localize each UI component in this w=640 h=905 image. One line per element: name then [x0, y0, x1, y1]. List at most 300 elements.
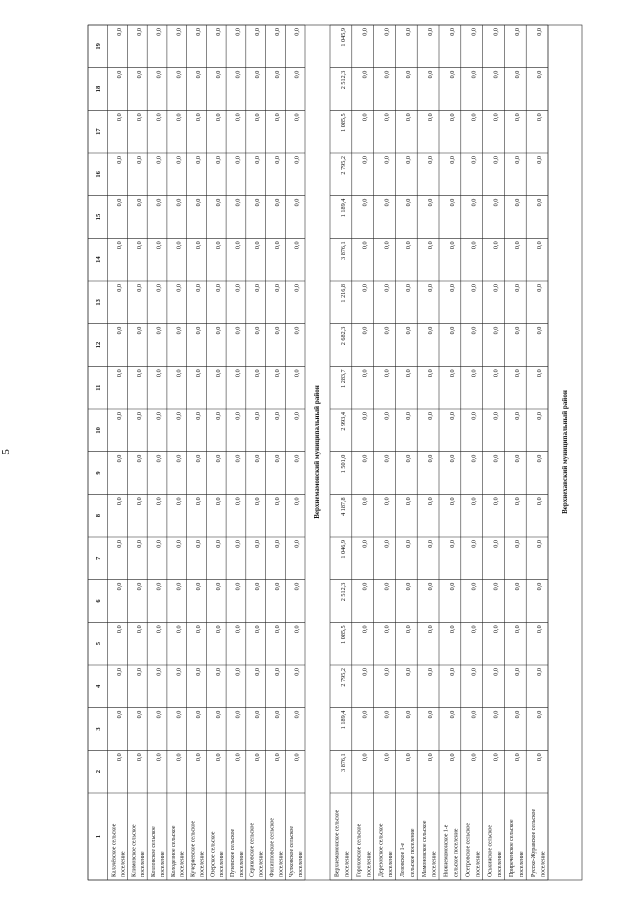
- section-a-cell: 0,0: [293, 156, 301, 164]
- section-a-cell: 0,0: [214, 113, 222, 122]
- section-a-cell: 0,0: [273, 70, 281, 79]
- section-a-cell: 0,0: [214, 326, 222, 335]
- section-b-cell: 0,0: [383, 497, 391, 506]
- section-b-row-label: Приреченское сельское: [509, 819, 516, 877]
- section-title-verkhnekhavsky: Верхнехавский муниципальный район: [561, 390, 569, 514]
- section-b-cell: 0,0: [383, 625, 391, 634]
- section-b-cell: 0,0: [405, 113, 413, 122]
- section-b-cell: 0,0: [514, 156, 522, 164]
- section-b-cell: 0,0: [536, 284, 544, 292]
- section-a-cell: 0,0: [135, 454, 143, 463]
- section-b-cell: 1 045,9: [339, 28, 347, 47]
- section-a-cell: 0,0: [195, 156, 203, 164]
- section-a-cell: 0,0: [195, 454, 203, 463]
- section-a-cell: 0,0: [195, 753, 203, 762]
- section-b-row-label: поселение: [540, 851, 547, 877]
- section-a-row-label: поселение: [278, 851, 285, 877]
- section-b-cell: 0,0: [492, 326, 500, 335]
- section-a-cell: 0,0: [254, 497, 262, 506]
- section-a-row-label: поселение: [219, 851, 226, 877]
- section-b-cell: 1 085,5: [339, 625, 347, 644]
- section-a-cell: 0,0: [116, 497, 124, 506]
- section-a-cell: 0,0: [273, 668, 281, 676]
- section-b-row-label: поселение: [431, 851, 438, 877]
- section-b-cell: 0,0: [405, 710, 413, 719]
- section-b-cell: 0,0: [361, 113, 369, 122]
- column-header-9: 9: [94, 471, 102, 475]
- section-a-cell: 0,0: [254, 753, 262, 762]
- section-b-row-label: Оськинское сельское: [487, 825, 494, 877]
- column-header-17: 17: [94, 128, 102, 135]
- section-a-cell: 0,0: [293, 326, 301, 335]
- section-a-cell: 0,0: [254, 326, 262, 335]
- section-a-cell: 0,0: [293, 241, 301, 250]
- section-b-cell: 0,0: [427, 70, 435, 79]
- section-a-cell: 0,0: [273, 412, 281, 420]
- section-b-cell: 0,0: [536, 540, 544, 548]
- section-b-cell: 0,0: [514, 625, 522, 634]
- column-header-2: 2: [94, 770, 102, 774]
- section-a-cell: 0,0: [175, 28, 183, 36]
- section-a-cell: 0,0: [135, 540, 143, 548]
- section-a-cell: 0,0: [175, 198, 183, 207]
- column-header-7: 7: [94, 556, 102, 560]
- section-b-cell: 0,0: [448, 156, 456, 164]
- section-b-cell: 0,0: [492, 284, 500, 292]
- section-b-cell: 0,0: [405, 540, 413, 548]
- section-b-cell: 0,0: [514, 710, 522, 719]
- section-b-cell: 1 189,4: [339, 710, 347, 730]
- section-b-cell: 0,0: [361, 198, 369, 207]
- section-b-cell: 0,0: [427, 753, 435, 762]
- section-b-cell: 0,0: [514, 28, 522, 36]
- section-a-cell: 0,0: [254, 412, 262, 420]
- section-a-row-label: Чулковское сельское: [289, 826, 296, 877]
- column-header-11: 11: [94, 384, 102, 391]
- section-a-cell: 0,0: [234, 284, 242, 292]
- section-b-cell: 0,0: [361, 412, 369, 420]
- section-a-cell: 0,0: [234, 156, 242, 164]
- section-a-cell: 0,0: [293, 28, 301, 36]
- section-b-cell: 0,0: [536, 753, 544, 762]
- section-b-cell: 0,0: [536, 28, 544, 36]
- section-a-cell: 0,0: [214, 70, 222, 79]
- section-b-cell: 0,0: [514, 198, 522, 207]
- section-b-cell: 0,0: [514, 326, 522, 335]
- section-b-cell: 0,0: [470, 28, 478, 36]
- section-a-cell: 0,0: [214, 28, 222, 36]
- section-a-cell: 0,0: [214, 582, 222, 591]
- section-b-row-label: Дерезовское сельское: [378, 823, 385, 877]
- section-b-row-label: поселение: [366, 851, 373, 877]
- section-a-row-label: Филипповское сельское: [269, 818, 276, 877]
- section-a-cell: 0,0: [214, 625, 222, 634]
- section-b-cell: 0,0: [514, 70, 522, 79]
- section-a-cell: 0,0: [175, 412, 183, 420]
- section-b-cell: 0,0: [448, 497, 456, 506]
- section-a-cell: 0,0: [234, 625, 242, 634]
- section-a-cell: 0,0: [155, 710, 163, 719]
- section-b-cell: 0,0: [492, 70, 500, 79]
- section-b-cell: 1 501,0: [339, 454, 347, 474]
- section-a-cell: 0,0: [135, 198, 143, 207]
- section-a-cell: 0,0: [273, 113, 281, 122]
- section-b-row-label: Мамоновское сельское: [421, 820, 428, 877]
- column-header-6: 6: [94, 599, 102, 603]
- section-b-cell: 0,0: [448, 113, 456, 122]
- section-b-cell: 0,0: [448, 70, 456, 79]
- column-header-8: 8: [94, 514, 102, 518]
- section-a-cell: 0,0: [214, 369, 222, 378]
- section-b-cell: 0,0: [492, 113, 500, 122]
- section-b-cell: 0,0: [492, 412, 500, 420]
- section-a-cell: 0,0: [234, 28, 242, 36]
- table-grid: [88, 25, 582, 880]
- section-b-cell: 0,0: [536, 326, 544, 335]
- section-b-cell: 0,0: [405, 241, 413, 250]
- section-a-row-label: поселение: [298, 851, 305, 877]
- section-b-row-label: Осетровское сельское: [465, 823, 472, 877]
- section-b-cell: 0,0: [383, 753, 391, 762]
- section-b-cell: 0,0: [361, 454, 369, 463]
- section-b-cell: 0,0: [470, 70, 478, 79]
- section-b-cell: 0,0: [427, 156, 435, 164]
- section-a-cell: 0,0: [116, 70, 124, 79]
- section-a-cell: 0,0: [214, 284, 222, 292]
- column-header-16: 16: [94, 171, 102, 178]
- section-b-row-label: поселение: [497, 851, 504, 877]
- section-b-row-label: Нижнемамонское 1-е: [443, 824, 450, 877]
- section-b-cell: 0,0: [514, 668, 522, 676]
- section-b-row-label: Гороховское сельское: [356, 823, 363, 877]
- section-b-cell: 0,0: [492, 668, 500, 676]
- section-a-cell: 0,0: [234, 369, 242, 378]
- section-b-row-label: Русско-Журавское сельское: [530, 808, 537, 877]
- section-b-cell: 0,0: [470, 326, 478, 335]
- section-a-cell: 0,0: [135, 412, 143, 420]
- section-a-cell: 0,0: [116, 753, 124, 762]
- section-a-cell: 0,0: [234, 113, 242, 122]
- section-a-cell: 0,0: [175, 668, 183, 676]
- section-a-cell: 0,0: [273, 753, 281, 762]
- section-a-cell: 0,0: [234, 454, 242, 463]
- section-b-cell: 0,0: [427, 412, 435, 420]
- section-a-cell: 0,0: [116, 710, 124, 719]
- section-a-row-label: Козловское сельское: [151, 826, 158, 877]
- column-header-18: 18: [94, 85, 102, 93]
- section-b-cell: 0,0: [405, 454, 413, 463]
- section-b-row-label: поселение: [475, 851, 482, 877]
- section-b-cell: 0,0: [448, 412, 456, 420]
- section-b-cell: 0,0: [448, 753, 456, 762]
- section-b-cell: 0,0: [383, 284, 391, 292]
- section-b-cell: 0,0: [470, 284, 478, 292]
- section-b-cell: 0,0: [361, 241, 369, 250]
- section-b-cell: 0,0: [405, 668, 413, 676]
- section-b-cell: 0,0: [448, 710, 456, 719]
- section-b-cell: 0,0: [492, 198, 500, 207]
- section-a-cell: 0,0: [195, 412, 203, 420]
- section-b-cell: 0,0: [405, 156, 413, 164]
- section-b-cell: 0,0: [514, 753, 522, 762]
- section-a-cell: 0,0: [273, 284, 281, 292]
- section-b-cell: 0,0: [448, 454, 456, 463]
- section-a-cell: 0,0: [116, 284, 124, 292]
- section-a-cell: 0,0: [254, 625, 262, 634]
- section-b-cell: 0,0: [383, 326, 391, 335]
- section-a-cell: 0,0: [214, 710, 222, 719]
- section-a-row-label: поселение: [258, 851, 265, 877]
- section-b-row-label: поселение: [518, 851, 525, 877]
- section-b-cell: 0,0: [427, 497, 435, 506]
- section-b-cell: 0,0: [448, 198, 456, 207]
- section-b-cell: 0,0: [361, 540, 369, 548]
- section-b-cell: 0,0: [405, 70, 413, 79]
- section-a-cell: 0,0: [234, 326, 242, 335]
- section-b-cell: 0,0: [492, 241, 500, 250]
- section-b-cell: 0,0: [427, 582, 435, 591]
- section-a-cell: 0,0: [254, 28, 262, 36]
- section-a-cell: 0,0: [135, 70, 143, 79]
- section-a-cell: 0,0: [234, 540, 242, 548]
- section-a-row-label: Колодезное сельское: [170, 825, 177, 877]
- section-a-cell: 0,0: [175, 454, 183, 463]
- section-b-cell: 0,0: [361, 284, 369, 292]
- column-header-19: 19: [94, 43, 102, 50]
- section-a-cell: 0,0: [116, 625, 124, 634]
- section-b-cell: 0,0: [514, 284, 522, 292]
- section-b-cell: 0,0: [383, 156, 391, 164]
- section-a-cell: 0,0: [155, 454, 163, 463]
- section-b-cell: 0,0: [427, 326, 435, 335]
- section-a-cell: 0,0: [273, 198, 281, 207]
- section-a-cell: 0,0: [116, 326, 124, 335]
- section-a-cell: 0,0: [254, 70, 262, 79]
- section-a-cell: 0,0: [155, 284, 163, 292]
- section-b-cell: 0,0: [514, 540, 522, 548]
- section-b-cell: 0,0: [448, 241, 456, 250]
- section-title-verkhnemamonsky: Верхнемамонский муниципальный район: [313, 385, 321, 519]
- section-b-cell: 0,0: [361, 28, 369, 36]
- section-a-cell: 0,0: [293, 753, 301, 762]
- section-a-cell: 0,0: [195, 326, 203, 335]
- section-a-cell: 0,0: [155, 28, 163, 36]
- section-a-cell: 0,0: [273, 625, 281, 634]
- section-b-cell: 4 187,8: [339, 497, 347, 516]
- section-a-row-label: поселение: [159, 851, 166, 877]
- section-a-cell: 0,0: [293, 113, 301, 122]
- section-b-cell: 0,0: [470, 540, 478, 548]
- section-b-cell: 0,0: [492, 582, 500, 591]
- section-a-cell: 0,0: [135, 284, 143, 292]
- section-b-cell: 0,0: [405, 625, 413, 634]
- section-b-cell: 0,0: [470, 113, 478, 122]
- section-b-cell: 0,0: [361, 326, 369, 335]
- section-a-cell: 0,0: [254, 156, 262, 164]
- section-b-cell: 0,0: [514, 113, 522, 122]
- section-a-cell: 0,0: [116, 241, 124, 250]
- section-b-cell: 2 993,4: [339, 412, 347, 431]
- section-b-cell: 0,0: [427, 241, 435, 250]
- section-b-cell: 0,0: [383, 454, 391, 463]
- section-b-cell: 0,0: [470, 241, 478, 250]
- section-b-row-label: сельское поселение: [453, 828, 460, 877]
- section-b-cell: 0,0: [470, 668, 478, 676]
- section-b-cell: 0,0: [448, 668, 456, 676]
- section-b-cell: 0,0: [427, 28, 435, 36]
- section-a-cell: 0,0: [135, 497, 143, 506]
- section-b-cell: 0,0: [536, 198, 544, 207]
- section-a-row-label: поселение: [140, 851, 147, 877]
- section-a-cell: 0,0: [195, 540, 203, 548]
- section-a-cell: 0,0: [135, 241, 143, 250]
- section-b-cell: 0,0: [383, 710, 391, 719]
- section-a-cell: 0,0: [116, 369, 124, 378]
- section-a-cell: 0,0: [273, 369, 281, 378]
- section-a-cell: 0,0: [175, 156, 183, 164]
- section-a-cell: 0,0: [273, 156, 281, 164]
- section-b-cell: 0,0: [536, 582, 544, 591]
- section-a-cell: 0,0: [234, 582, 242, 591]
- section-b-cell: 0,0: [361, 753, 369, 762]
- section-b-cell: 0,0: [361, 70, 369, 79]
- section-b-cell: 0,0: [536, 70, 544, 79]
- section-a-cell: 0,0: [273, 454, 281, 463]
- section-a-cell: 0,0: [135, 753, 143, 762]
- section-a-cell: 0,0: [116, 28, 124, 36]
- section-b-cell: 0,0: [514, 369, 522, 378]
- section-a-cell: 0,0: [273, 241, 281, 250]
- section-b-cell: 0,0: [536, 497, 544, 506]
- section-b-cell: 0,0: [492, 454, 500, 463]
- section-b-cell: 0,0: [427, 625, 435, 634]
- section-b-cell: 0,0: [514, 412, 522, 420]
- column-header-14: 14: [94, 256, 102, 263]
- section-a-cell: 0,0: [214, 198, 222, 207]
- section-a-cell: 0,0: [234, 70, 242, 79]
- section-b-cell: 0,0: [427, 369, 435, 378]
- section-b-cell: 0,0: [383, 369, 391, 378]
- section-b-cell: 0,0: [514, 454, 522, 463]
- section-a-cell: 0,0: [175, 710, 183, 719]
- section-a-cell: 0,0: [234, 198, 242, 207]
- section-b-cell: 0,0: [427, 113, 435, 122]
- section-b-cell: 0,0: [536, 156, 544, 164]
- section-a-cell: 0,0: [214, 540, 222, 548]
- section-a-cell: 0,0: [195, 113, 203, 122]
- section-b-cell: 0,0: [383, 70, 391, 79]
- section-b-cell: 0,0: [536, 454, 544, 463]
- section-b-cell: 0,0: [492, 156, 500, 164]
- section-a-cell: 0,0: [175, 241, 183, 250]
- section-a-cell: 0,0: [293, 70, 301, 79]
- section-b-cell: 0,0: [492, 710, 500, 719]
- section-a-cell: 0,0: [195, 582, 203, 591]
- section-b-cell: 0,0: [405, 326, 413, 335]
- section-b-cell: 1 046,9: [339, 540, 347, 559]
- section-b-cell: 0,0: [448, 625, 456, 634]
- section-a-row-label: Озерское сельское: [210, 831, 217, 877]
- section-a-cell: 0,0: [293, 198, 301, 207]
- section-b-cell: 0,0: [470, 582, 478, 591]
- section-b-cell: 2 795,2: [339, 156, 347, 175]
- section-b-cell: 0,0: [470, 753, 478, 762]
- section-a-cell: 0,0: [175, 70, 183, 79]
- section-a-cell: 0,0: [195, 241, 203, 250]
- section-b-cell: 0,0: [492, 625, 500, 634]
- section-a-cell: 0,0: [254, 241, 262, 250]
- section-a-cell: 0,0: [195, 668, 203, 676]
- section-b-cell: 0,0: [536, 412, 544, 420]
- section-a-cell: 0,0: [155, 70, 163, 79]
- section-a-cell: 0,0: [135, 668, 143, 676]
- section-b-cell: 0,0: [405, 753, 413, 762]
- section-b-cell: 1 283,7: [339, 369, 347, 388]
- section-a-cell: 0,0: [175, 284, 183, 292]
- section-a-row-label: поселение: [120, 851, 127, 877]
- section-b-cell: 0,0: [536, 113, 544, 122]
- section-a-cell: 0,0: [155, 156, 163, 164]
- column-header-12: 12: [94, 341, 102, 349]
- section-b-cell: 0,0: [514, 241, 522, 250]
- section-a-cell: 0,0: [293, 497, 301, 506]
- section-a-cell: 0,0: [214, 454, 222, 463]
- section-a-cell: 0,0: [214, 668, 222, 676]
- section-b-cell: 0,0: [470, 497, 478, 506]
- section-a-cell: 0,0: [135, 326, 143, 335]
- section-b-cell: 0,0: [383, 668, 391, 676]
- section-a-cell: 0,0: [195, 369, 203, 378]
- section-a-cell: 0,0: [116, 113, 124, 122]
- section-b-cell: 0,0: [405, 28, 413, 36]
- section-b-cell: 0,0: [405, 198, 413, 207]
- section-a-cell: 0,0: [254, 582, 262, 591]
- section-a-cell: 0,0: [195, 625, 203, 634]
- section-b-cell: 0,0: [448, 28, 456, 36]
- section-b-cell: 0,0: [470, 198, 478, 207]
- section-a-cell: 0,0: [234, 412, 242, 420]
- section-b-cell: 0,0: [448, 540, 456, 548]
- section-a-cell: 0,0: [155, 668, 163, 676]
- section-a-cell: 0,0: [273, 582, 281, 591]
- section-a-row-label: Калачёвское сельское: [111, 823, 118, 877]
- section-a-cell: 0,0: [234, 241, 242, 250]
- section-a-cell: 0,0: [254, 284, 262, 292]
- section-b-cell: 0,0: [427, 284, 435, 292]
- section-a-row-label: Кучеряевское сельское: [190, 820, 197, 877]
- section-b-cell: 0,0: [470, 625, 478, 634]
- section-a-cell: 0,0: [214, 497, 222, 506]
- section-b-cell: 0,0: [492, 540, 500, 548]
- column-header-1: 1: [94, 834, 102, 839]
- section-a-cell: 0,0: [293, 625, 301, 634]
- section-b-cell: 0,0: [492, 753, 500, 762]
- section-b-cell: 0,0: [427, 668, 435, 676]
- section-a-cell: 0,0: [175, 369, 183, 378]
- section-a-row-label: Пузевское сельское: [229, 828, 236, 877]
- section-b-cell: 0,0: [361, 710, 369, 719]
- column-header-5: 5: [94, 642, 102, 646]
- section-b-cell: 0,0: [470, 412, 478, 420]
- section-b-cell: 0,0: [536, 625, 544, 634]
- section-a-cell: 0,0: [135, 156, 143, 164]
- section-a-cell: 0,0: [293, 412, 301, 420]
- section-a-cell: 0,0: [293, 284, 301, 292]
- section-b-cell: 0,0: [383, 198, 391, 207]
- section-b-cell: 0,0: [514, 582, 522, 591]
- section-a-cell: 0,0: [214, 412, 222, 420]
- section-b-cell: 0,0: [361, 369, 369, 378]
